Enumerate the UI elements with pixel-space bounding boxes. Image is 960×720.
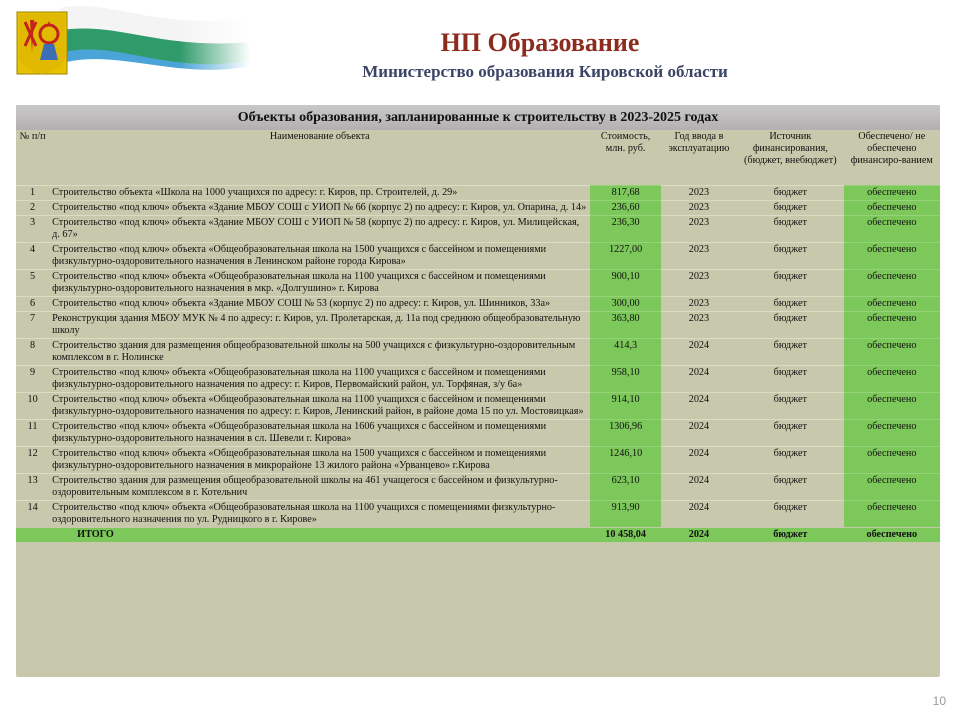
object-name: Строительство «под ключ» объекта «Здание МБОУ СОШ с УИОП № 66 (корпус 2) по адресу: г. Киров, ул. Опарина, д. 14» — [49, 201, 590, 216]
year-cell: 2023 — [661, 270, 737, 297]
year-cell: 2024 — [661, 339, 737, 366]
source-cell: бюджет — [737, 270, 843, 297]
provided-cell: обеспечено — [844, 243, 940, 270]
source-cell: бюджет — [737, 393, 843, 420]
year-cell: 2023 — [661, 297, 737, 312]
year-cell: 2023 — [661, 201, 737, 216]
year-cell: 2024 — [661, 420, 737, 447]
cost-cell: 914,10 — [590, 393, 660, 420]
table-row — [16, 447, 940, 474]
cost-cell: 1246,10 — [590, 447, 660, 474]
source-cell: бюджет — [737, 216, 843, 243]
object-name: Строительство «под ключ» объекта «Общеобразовательная школа на 1500 учащихся с бассейном и помещениями физкультурно-оздоровительного назначения в Ленинском районе города Кирова» — [49, 243, 590, 270]
object-name: Строительство «под ключ» объекта «Общеобразовательная школа на 1500 учащихся с бассейном и помещениями физкультурно-оздоровительного назначения в микрорайоне 13 жилого района «Урванцево» г.Кирова — [49, 447, 590, 474]
source-cell: бюджет — [737, 312, 843, 339]
row-num: 14 — [16, 501, 49, 528]
year-cell: 2024 — [661, 501, 737, 528]
total-provided: обеспечено — [844, 528, 940, 543]
column-header-cost: Стоимость, млн. руб. — [600, 131, 651, 154]
table-row — [16, 216, 940, 243]
table-row — [16, 420, 940, 447]
provided-cell: обеспечено — [844, 393, 940, 420]
source-cell: бюджет — [737, 186, 843, 201]
cost-cell: 414,3 — [590, 339, 660, 366]
column-header-year: Год ввода в эксплуатацию — [668, 131, 730, 154]
source-cell: бюджет — [737, 201, 843, 216]
object-name: Строительство «под ключ» объекта «Здание МБОУ СОШ с УИОП № 58 (корпус 2) по адресу: г. Киров, ул. Милицейская, д. 67» — [49, 216, 590, 243]
source-cell: бюджет — [737, 243, 843, 270]
cost-cell: 623,10 — [590, 474, 660, 501]
table-row — [16, 339, 940, 366]
year-cell: 2023 — [661, 243, 737, 270]
object-name: Строительство «под ключ» объекта «Общеобразовательная школа на 1100 учащихся с бассейном и помещениями физкультурно-оздоровительного назначения в мкр. «Долгушино» г. Кирова — [49, 270, 590, 297]
year-cell: 2024 — [661, 447, 737, 474]
object-name: Строительство объекта «Школа на 1000 учащихся по адресу: г. Киров, пр. Строителей, д. 29» — [49, 186, 590, 201]
source-cell: бюджет — [737, 297, 843, 312]
table-row — [16, 474, 940, 501]
provided-cell: обеспечено — [844, 447, 940, 474]
row-num: 11 — [16, 420, 49, 447]
year-cell: 2024 — [661, 366, 737, 393]
provided-cell: обеспечено — [844, 201, 940, 216]
object-name: Строительство «под ключ» объекта «Общеобразовательная школа на 1100 учащихся с бассейном и помещениями физкультурно-оздоровительного назначения по адресу: г. Киров, Первомайский район, ул. Торфяная, з/у 6а» — [49, 366, 590, 393]
page-subtitle: Министерство образования Кировской области — [362, 62, 728, 81]
cost-cell: 236,30 — [590, 216, 660, 243]
row-num: 5 — [16, 270, 49, 297]
provided-cell: обеспечено — [844, 270, 940, 297]
column-header-name: Наименование объекта — [269, 131, 370, 142]
table-header-row — [16, 130, 940, 186]
total-source: бюджет — [737, 528, 843, 543]
provided-cell: обеспечено — [844, 339, 940, 366]
year-cell: 2023 — [661, 312, 737, 339]
row-num: 8 — [16, 339, 49, 366]
table-row — [16, 366, 940, 393]
table-row — [16, 270, 940, 297]
row-num: 3 — [16, 216, 49, 243]
row-num: 9 — [16, 366, 49, 393]
cost-cell: 900,10 — [590, 270, 660, 297]
source-cell: бюджет — [737, 447, 843, 474]
row-num: 6 — [16, 297, 49, 312]
cost-cell: 1306,96 — [590, 420, 660, 447]
table-caption: Объекты образования, запланированные к строительству в 2023-2025 годах — [16, 105, 940, 130]
cost-cell: 817,68 — [590, 186, 660, 201]
column-header-source: Источник финансирования, (бюджет, внебюджет) — [744, 131, 837, 166]
object-name: Строительство «под ключ» объекта «Здание МБОУ СОШ № 53 (корпус 2) по адресу: г. Киров, ул. Шинников, 33а» — [49, 297, 590, 312]
object-name: Строительство здания для размещения общеобразовательной школы на 500 учащихся с физкультурно-оздоровительным комплексом в г. Нолинске — [49, 339, 590, 366]
table-row — [16, 501, 940, 528]
cost-cell: 958,10 — [590, 366, 660, 393]
row-num: 1 — [16, 186, 49, 201]
total-cost: 10 458,04 — [590, 528, 660, 543]
total-year: 2024 — [661, 528, 737, 543]
year-cell: 2023 — [661, 186, 737, 201]
total-num-cell — [16, 528, 49, 543]
year-cell: 2024 — [661, 474, 737, 501]
provided-cell: обеспечено — [844, 297, 940, 312]
provided-cell: обеспечено — [844, 501, 940, 528]
provided-cell: обеспечено — [844, 216, 940, 243]
row-num: 7 — [16, 312, 49, 339]
provided-cell: обеспечено — [844, 366, 940, 393]
object-name: Реконструкция здания МБОУ МУК № 4 по адресу: г. Киров, ул. Пролетарская, д. 11а под среднюю общеобразовательную школу — [49, 312, 590, 339]
total-row — [16, 528, 940, 543]
row-num: 10 — [16, 393, 49, 420]
column-header-num: № п/п — [19, 131, 46, 142]
row-num: 4 — [16, 243, 49, 270]
source-cell: бюджет — [737, 501, 843, 528]
cost-cell: 913,90 — [590, 501, 660, 528]
object-name: Строительство «под ключ» объекта «Общеобразовательная школа на 1606 учащихся с бассейном и помещениями физкультурно-оздоровительного назначения в сл. Шевели г. Кирова» — [49, 420, 590, 447]
table-row — [16, 393, 940, 420]
year-cell: 2024 — [661, 393, 737, 420]
table-body — [16, 186, 940, 528]
provided-cell: обеспечено — [844, 474, 940, 501]
source-cell: бюджет — [737, 366, 843, 393]
year-cell: 2023 — [661, 216, 737, 243]
provided-cell: обеспечено — [844, 312, 940, 339]
source-cell: бюджет — [737, 420, 843, 447]
coat-of-arms-icon — [17, 12, 67, 74]
column-header-provided: Обеспечено/ не обеспечено финансиро-ванием — [850, 131, 933, 166]
source-cell: бюджет — [737, 339, 843, 366]
object-name: Строительство здания для размещения общеобразовательной школы на 461 учащегося с бассейном и физкультурно-оздоровительным комплексом в г. Котельнич — [49, 474, 590, 501]
kirov-region-logo — [0, 0, 250, 80]
cost-cell: 300,00 — [590, 297, 660, 312]
table-row — [16, 201, 940, 216]
objects-table-panel — [16, 105, 940, 677]
provided-cell: обеспечено — [844, 186, 940, 201]
source-cell: бюджет — [737, 474, 843, 501]
cost-cell: 1227,00 — [590, 243, 660, 270]
provided-cell: обеспечено — [844, 420, 940, 447]
page-number: 10 — [932, 694, 946, 708]
cost-cell: 236,60 — [590, 201, 660, 216]
row-num: 12 — [16, 447, 49, 474]
total-label: ИТОГО — [49, 528, 590, 543]
cost-cell: 363,80 — [590, 312, 660, 339]
object-name: Строительство «под ключ» объекта «Общеобразовательная школа на 1100 учащихся с бассейном и помещениями физкультурно-оздоровительного назначения по адресу: г. Киров, Ленинский район, в районе дома 15 по ул. Мостовицкая» — [49, 393, 590, 420]
page-title: НП Образование — [440, 28, 640, 57]
table-row — [16, 243, 940, 270]
row-num: 13 — [16, 474, 49, 501]
objects-table — [16, 130, 940, 542]
table-row — [16, 186, 940, 201]
table-row — [16, 312, 940, 339]
object-name: Строительство «под ключ» объекта «Общеобразовательная школа на 1100 учащихся с помещениями физкультурно-оздоровительного назначения по ул. Рудницкого в г. Кирове» — [49, 501, 590, 528]
table-row — [16, 297, 940, 312]
row-num: 2 — [16, 201, 49, 216]
